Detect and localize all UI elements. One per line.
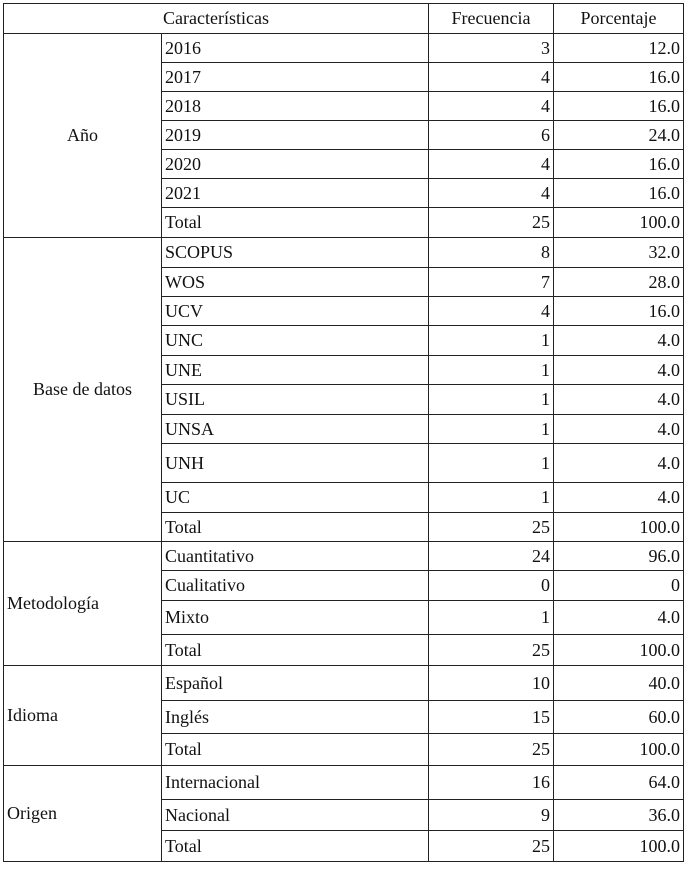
subcategory-cell: Cualitativo bbox=[162, 571, 429, 601]
subcategory-cell: Total bbox=[162, 635, 429, 666]
subcategory-cell: UNH bbox=[162, 444, 429, 483]
subcategory-cell: USIL bbox=[162, 385, 429, 415]
frequency-cell: 15 bbox=[429, 701, 554, 734]
frequency-cell: 7 bbox=[429, 268, 554, 297]
percentage-cell: 100.0 bbox=[554, 208, 684, 238]
subcategory-cell: UNSA bbox=[162, 415, 429, 444]
category-label: Base de datos bbox=[4, 238, 162, 542]
category-label: Año bbox=[4, 34, 162, 238]
subcategory-cell: Español bbox=[162, 666, 429, 701]
percentage-cell: 4.0 bbox=[554, 356, 684, 385]
percentage-cell: 100.0 bbox=[554, 734, 684, 766]
percentage-cell: 16.0 bbox=[554, 150, 684, 179]
frequency-cell: 0 bbox=[429, 571, 554, 601]
frequency-cell: 4 bbox=[429, 297, 554, 326]
percentage-cell: 0 bbox=[554, 571, 684, 601]
subcategory-cell: Total bbox=[162, 513, 429, 542]
subcategory-cell: UC bbox=[162, 483, 429, 513]
subcategory-cell: UNC bbox=[162, 326, 429, 356]
frequency-cell: 10 bbox=[429, 666, 554, 701]
frequency-cell: 1 bbox=[429, 326, 554, 356]
subcategory-cell: 2021 bbox=[162, 179, 429, 208]
subcategory-cell: Internacional bbox=[162, 766, 429, 800]
subcategory-cell: Nacional bbox=[162, 800, 429, 831]
table-row bbox=[4, 766, 684, 800]
subcategory-cell: Inglés bbox=[162, 701, 429, 734]
table-row bbox=[4, 34, 684, 63]
subcategory-cell: Mixto bbox=[162, 601, 429, 635]
header-percentage: Porcentaje bbox=[554, 4, 684, 34]
subcategory-cell: 2019 bbox=[162, 121, 429, 150]
subcategory-cell: UCV bbox=[162, 297, 429, 326]
percentage-cell: 96.0 bbox=[554, 542, 684, 571]
frequency-cell: 24 bbox=[429, 542, 554, 571]
subcategory-cell: SCOPUS bbox=[162, 238, 429, 268]
characteristics-table bbox=[3, 3, 684, 862]
percentage-cell: 4.0 bbox=[554, 326, 684, 356]
percentage-cell: 4.0 bbox=[554, 483, 684, 513]
percentage-cell: 4.0 bbox=[554, 415, 684, 444]
frequency-cell: 1 bbox=[429, 415, 554, 444]
percentage-cell: 4.0 bbox=[554, 444, 684, 483]
frequency-cell: 25 bbox=[429, 831, 554, 862]
frequency-cell: 1 bbox=[429, 385, 554, 415]
percentage-cell: 64.0 bbox=[554, 766, 684, 800]
table-row bbox=[4, 666, 684, 701]
percentage-cell: 4.0 bbox=[554, 385, 684, 415]
frequency-cell: 8 bbox=[429, 238, 554, 268]
subcategory-cell: Total bbox=[162, 734, 429, 766]
table-header-row bbox=[4, 4, 684, 34]
percentage-cell: 36.0 bbox=[554, 800, 684, 831]
frequency-cell: 6 bbox=[429, 121, 554, 150]
frequency-cell: 4 bbox=[429, 63, 554, 92]
frequency-cell: 4 bbox=[429, 92, 554, 121]
frequency-cell: 1 bbox=[429, 483, 554, 513]
frequency-cell: 3 bbox=[429, 34, 554, 63]
percentage-cell: 24.0 bbox=[554, 121, 684, 150]
frequency-cell: 4 bbox=[429, 179, 554, 208]
frequency-cell: 16 bbox=[429, 766, 554, 800]
percentage-cell: 28.0 bbox=[554, 268, 684, 297]
percentage-cell: 16.0 bbox=[554, 179, 684, 208]
percentage-cell: 40.0 bbox=[554, 666, 684, 701]
percentage-cell: 100.0 bbox=[554, 513, 684, 542]
subcategory-cell: Total bbox=[162, 831, 429, 862]
subcategory-cell: 2018 bbox=[162, 92, 429, 121]
subcategory-cell: 2016 bbox=[162, 34, 429, 63]
frequency-cell: 9 bbox=[429, 800, 554, 831]
header-characteristics: Características bbox=[4, 4, 429, 34]
subcategory-cell: WOS bbox=[162, 268, 429, 297]
frequency-cell: 4 bbox=[429, 150, 554, 179]
subcategory-cell: 2020 bbox=[162, 150, 429, 179]
category-label: Idioma bbox=[4, 666, 162, 766]
percentage-cell: 16.0 bbox=[554, 297, 684, 326]
frequency-cell: 25 bbox=[429, 734, 554, 766]
category-label: Metodología bbox=[4, 542, 162, 666]
percentage-cell: 12.0 bbox=[554, 34, 684, 63]
percentage-cell: 100.0 bbox=[554, 635, 684, 666]
percentage-cell: 4.0 bbox=[554, 601, 684, 635]
header-frequency: Frecuencia bbox=[429, 4, 554, 34]
table-body bbox=[4, 34, 684, 862]
table-row bbox=[4, 238, 684, 268]
category-label: Origen bbox=[4, 766, 162, 862]
subcategory-cell: 2017 bbox=[162, 63, 429, 92]
percentage-cell: 60.0 bbox=[554, 701, 684, 734]
percentage-cell: 32.0 bbox=[554, 238, 684, 268]
frequency-cell: 25 bbox=[429, 635, 554, 666]
percentage-cell: 16.0 bbox=[554, 92, 684, 121]
subcategory-cell: Total bbox=[162, 208, 429, 238]
table-row bbox=[4, 542, 684, 571]
frequency-cell: 25 bbox=[429, 208, 554, 238]
percentage-cell: 100.0 bbox=[554, 831, 684, 862]
frequency-cell: 1 bbox=[429, 444, 554, 483]
subcategory-cell: Cuantitativo bbox=[162, 542, 429, 571]
frequency-cell: 1 bbox=[429, 356, 554, 385]
frequency-cell: 1 bbox=[429, 601, 554, 635]
subcategory-cell: UNE bbox=[162, 356, 429, 385]
percentage-cell: 16.0 bbox=[554, 63, 684, 92]
frequency-cell: 25 bbox=[429, 513, 554, 542]
